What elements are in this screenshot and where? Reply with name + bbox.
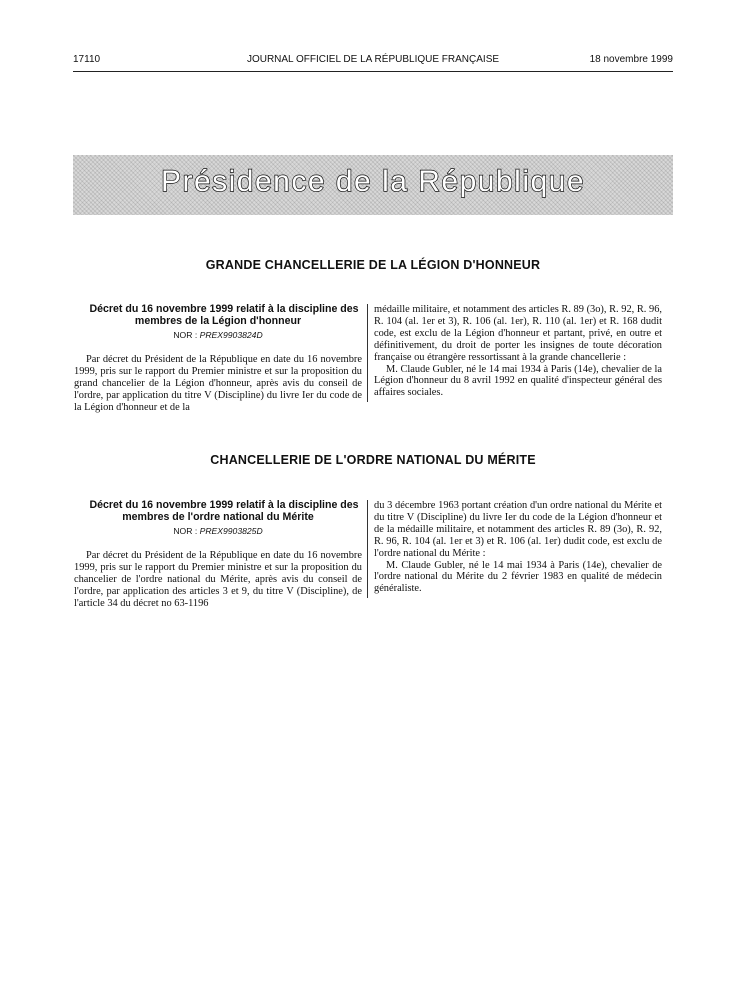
nor-label: NOR : bbox=[173, 330, 198, 341]
article-paragraph: du 3 décembre 1963 portant création d'un ordre national du Mérite et du titre V (Discipline) du livre Ier du code de la Légion d'honneur et de la médaille militaire, et notamment des articles R. 89 (3o), R. 92, R. 96, R. 104 (al. 1er et 3) et R. 106 (al. 1er) dudit code, est exclu de l'ordre national du Mérite : bbox=[374, 500, 662, 559]
column-divider bbox=[367, 500, 368, 598]
article-paragraph: Par décret du Président de la République en date du 16 novembre 1999, pris sur le rapport du Premier ministre et sur la proposition du chancelier de l'ordre national du Mérite, après avis du conseil de l'ordre, par application des articles 3 et 9, du titre V (Discipline), de l'article 34 du décret no 63-1196 bbox=[74, 550, 362, 609]
nor-reference bbox=[74, 330, 362, 342]
article-title: Décret du 16 novembre 1999 relatif à la discipline des membres de la Légion d'honneur bbox=[89, 303, 359, 327]
nor-code: PREX9903824D bbox=[199, 330, 263, 341]
journal-title: JOURNAL OFFICIEL DE LA RÉPUBLIQUE FRANÇAISE bbox=[246, 54, 500, 65]
article-paragraph: Par décret du Président de la République en date du 16 novembre 1999, pris sur le rapport du Premier ministre et sur la proposition du grand chancelier de la Légion d'honneur, après avis du conseil de l'ordre, par application du titre V (Discipline) du livre Ier du code de la Légion d'honneur et de la bbox=[74, 354, 362, 413]
article-paragraph: M. Claude Gubler, né le 14 mai 1934 à Paris (14e), chevalier de l'ordre national du Mérite du 2 février 1983 en qualité de médecin généraliste. bbox=[374, 559, 662, 595]
nor-label: NOR : bbox=[173, 526, 198, 537]
article-merite-right-column bbox=[374, 500, 662, 595]
running-header bbox=[73, 54, 673, 68]
article-title: Décret du 16 novembre 1999 relatif à la discipline des membres de l'ordre national du Mérite bbox=[89, 499, 359, 523]
banner-title: Présidence de la République bbox=[160, 165, 586, 198]
article-legion-left-column bbox=[74, 304, 362, 414]
article-legion-right-column bbox=[374, 304, 662, 399]
section-heading-legion: GRANDE CHANCELLERIE DE LA LÉGION D'HONNEUR bbox=[205, 258, 541, 272]
article-merite-left-column bbox=[74, 500, 362, 610]
header-rule bbox=[73, 71, 673, 72]
section-heading-merite: CHANCELLERIE DE L'ORDRE NATIONAL DU MÉRITE bbox=[210, 453, 536, 467]
section-banner bbox=[73, 155, 673, 215]
page-number: 17110 bbox=[73, 54, 101, 65]
column-divider bbox=[367, 304, 368, 402]
article-paragraph: médaille militaire, et notamment des articles R. 89 (3o), R. 92, R. 96, R. 104 (al. 1er et 3), R. 106 (al. 1er), R. 110 (al. 1er) et R. 168 dudit code, est exclu de la Légion d'honneur et partant, privé, en outre et définitivement, du droit de porter les insignes de toute décoration française ou étrangère ressortissant à la grande chancellerie : bbox=[374, 304, 662, 363]
issue-date: 18 novembre 1999 bbox=[589, 54, 673, 65]
nor-code: PREX9903825D bbox=[199, 526, 263, 537]
nor-reference bbox=[74, 526, 362, 538]
article-paragraph: M. Claude Gubler, né le 14 mai 1934 à Paris (14e), chevalier de la Légion d'honneur du 8 avril 1992 en qualité d'inspecteur général des affaires sociales. bbox=[374, 363, 662, 399]
